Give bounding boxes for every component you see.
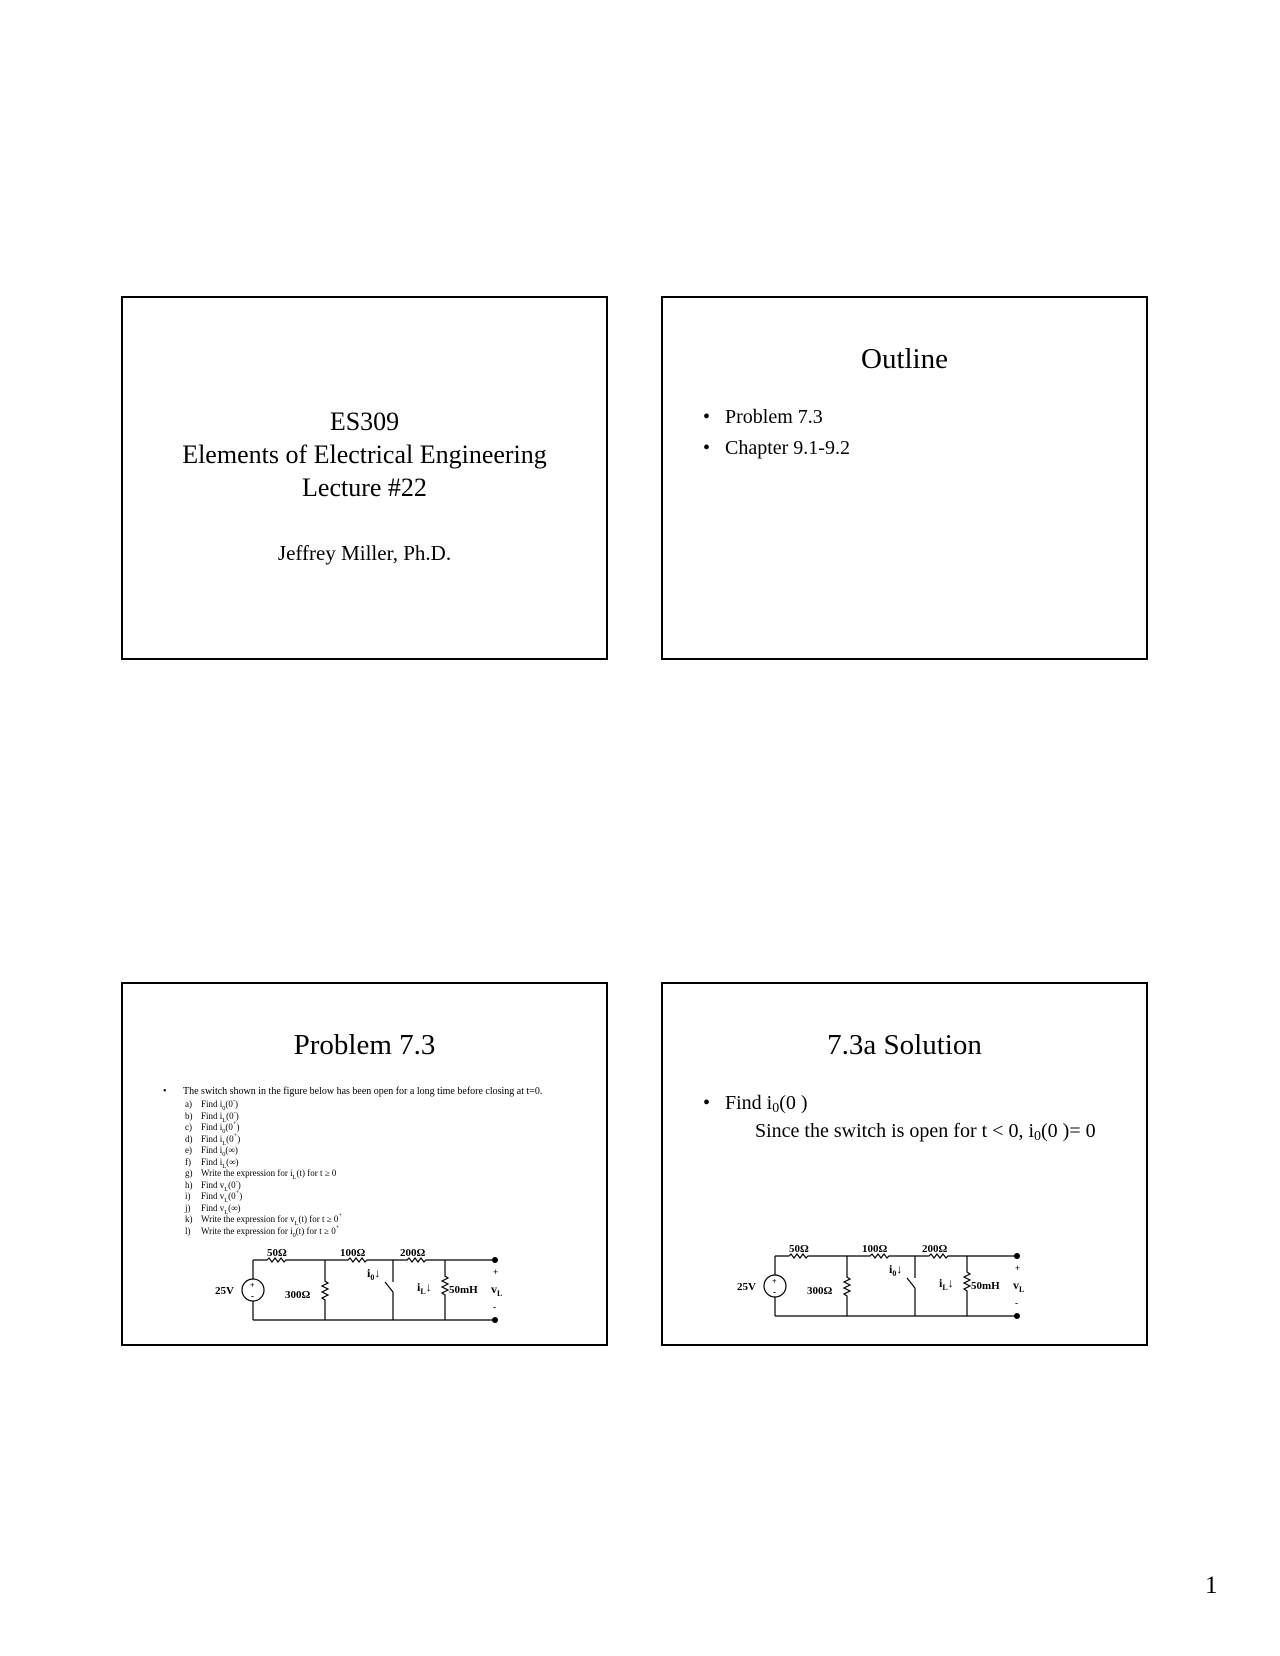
slide-outline [661, 296, 1148, 660]
problem-item: l) Write the expression for $i_0(t)$ for t ≥ 0+ [185, 1223, 340, 1239]
outline-bullet-2: • Chapter 9.1-9.2 [703, 437, 850, 459]
lecture-number: Lecture #22 [302, 473, 427, 502]
circuit-diagram [203, 1246, 533, 1336]
problem-item: h) Find $v_L(0^-)$ [185, 1177, 241, 1193]
top-wire-with-resistors [253, 1258, 495, 1262]
label-r4: 300Ω [285, 1289, 311, 1301]
label-vl-plus: + [1015, 1263, 1021, 1273]
terminal-top [1014, 1253, 1020, 1259]
label-inductor: 50mH [971, 1280, 1000, 1292]
label-r3: 200Ω [400, 1247, 426, 1259]
switch-blade [385, 1282, 393, 1292]
label-inductor: 50mH [449, 1284, 478, 1296]
label-io: $i_0↓$ [889, 1262, 903, 1278]
problem-item: i) Find $v_L(0^+)$ [185, 1189, 243, 1204]
course-title: Elements of Electrical Engineering [182, 440, 547, 469]
problem-item: b) Find $i_L(0^-)$ [185, 1108, 239, 1124]
inductor-branch [964, 1256, 970, 1316]
problem-item: c) Find $i_0(0^+)$ [185, 1120, 240, 1135]
course-code: ES309 [329, 407, 400, 436]
label-source: 25V [737, 1281, 756, 1293]
problem-item: e) Find $i_0(\infty)$ [185, 1145, 238, 1158]
slide-problem [121, 982, 608, 1346]
solution-bullet: • Find $i_0(0$ ) [703, 1092, 808, 1116]
label-il: $i_L↓$ [417, 1280, 432, 1296]
outline-bullet-1: • Problem 7.3 [703, 406, 823, 428]
problem-item: a) Find $i_0(0^-)$ [185, 1097, 239, 1112]
source-plus: + [772, 1277, 777, 1286]
source-minus: - [251, 1291, 254, 1301]
label-vl: $v_L$ [491, 1282, 503, 1298]
terminal-bottom [1014, 1313, 1020, 1319]
label-r1: 50Ω [267, 1247, 287, 1259]
label-r2: 100Ω [340, 1247, 366, 1259]
resistor-300-branch [844, 1256, 850, 1316]
resistor-300-branch [322, 1260, 328, 1320]
problem-item: d) Find $i_L(0^+)$ [185, 1131, 241, 1147]
slide-solution [661, 982, 1148, 1346]
label-source: 25V [215, 1285, 234, 1297]
label-vl-minus: - [493, 1302, 496, 1312]
label-r3: 200Ω [922, 1243, 948, 1255]
slide-title-outline: Outline [861, 343, 948, 375]
label-vl: $v_L$ [1013, 1278, 1025, 1294]
label-io: $i_0↓$ [367, 1266, 381, 1282]
terminal-bottom [492, 1317, 498, 1323]
solution-line: Since the switch is open for t < 0, $i_0(0$ )= 0 [755, 1120, 1096, 1144]
inductor-branch [442, 1260, 448, 1320]
label-r1: 50Ω [789, 1243, 809, 1255]
slide-title-problem: Problem 7.3 [293, 1029, 436, 1061]
page-number: 1 [1205, 1572, 1218, 1599]
slide-title [121, 296, 608, 660]
source-plus: + [250, 1281, 255, 1290]
label-il: $i_L↓$ [939, 1276, 954, 1292]
problem-item: g) Write the expression for $i_L(t)$ for t ≥ 0 [185, 1168, 337, 1181]
label-r4: 300Ω [807, 1285, 833, 1297]
slide-title-solution: 7.3a Solution [827, 1029, 982, 1061]
problem-items [185, 1099, 342, 1237]
label-vl-plus: + [493, 1267, 499, 1277]
label-vl-minus: - [1015, 1298, 1018, 1308]
problem-item: f) Find $i_L(\infty)$ [185, 1156, 239, 1170]
problem-item: k) Write the expression for $v_L(t)$ for t ≥ 0+ [185, 1212, 342, 1227]
author: Jeffrey Miller, Ph.D. [277, 541, 452, 565]
terminal-top [492, 1257, 498, 1263]
circuit-diagram [725, 1242, 1055, 1332]
problem-statement: • The switch shown in the figure below has been open for a long time before closing at t=0. [163, 1086, 543, 1097]
top-wire-with-resistors [775, 1254, 1017, 1258]
source-minus: - [773, 1287, 776, 1297]
label-r2: 100Ω [862, 1243, 888, 1255]
problem-item: j) Find $v_L(\infty)$ [185, 1202, 241, 1216]
switch-blade [907, 1278, 915, 1288]
